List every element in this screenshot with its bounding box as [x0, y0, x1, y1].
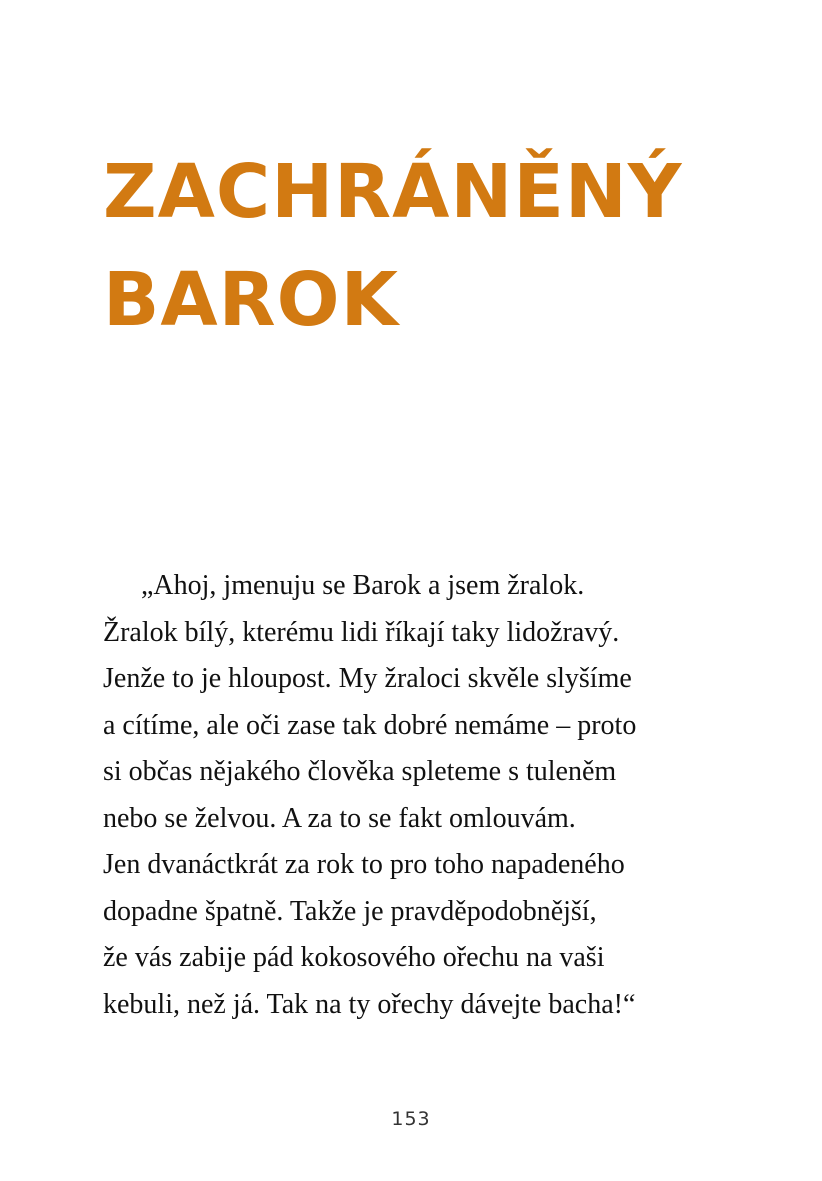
text-line: nebo se želvou. A za to se fakt omlouvám.	[103, 802, 576, 834]
text-line: Jen dvanáctkrát za rok to pro toho napadeného	[103, 849, 625, 880]
text-line: kebuli, než já. Tak na ty ořechy dávejte bacha!“	[103, 988, 636, 1020]
chapter-title-line: ZACHRÁNĚNÝ	[103, 149, 683, 235]
chapter-title	[103, 138, 803, 354]
text-line: Žralok bílý, kterému lidi říkají taky lidožravý.	[103, 616, 620, 648]
text-line: dopadne špatně. Takže je pravděpodobnější,	[103, 895, 597, 927]
text-line: „Ahoj, jmenuju se Barok a jsem žralok.	[141, 570, 585, 601]
text-line: že vás zabije pád kokosového ořechu na vaši	[103, 942, 605, 973]
body-paragraph	[103, 563, 723, 1028]
chapter-title-line: BAROK	[103, 257, 399, 343]
page-number: 153	[391, 1108, 431, 1130]
text-line: a cítíme, ale oči zase tak dobré nemáme – proto	[103, 709, 637, 741]
text-line: Jenže to je hloupost. My žraloci skvěle slyšíme	[103, 663, 632, 694]
text-line: si občas nějakého člověka spleteme s tuleněm	[103, 756, 617, 787]
